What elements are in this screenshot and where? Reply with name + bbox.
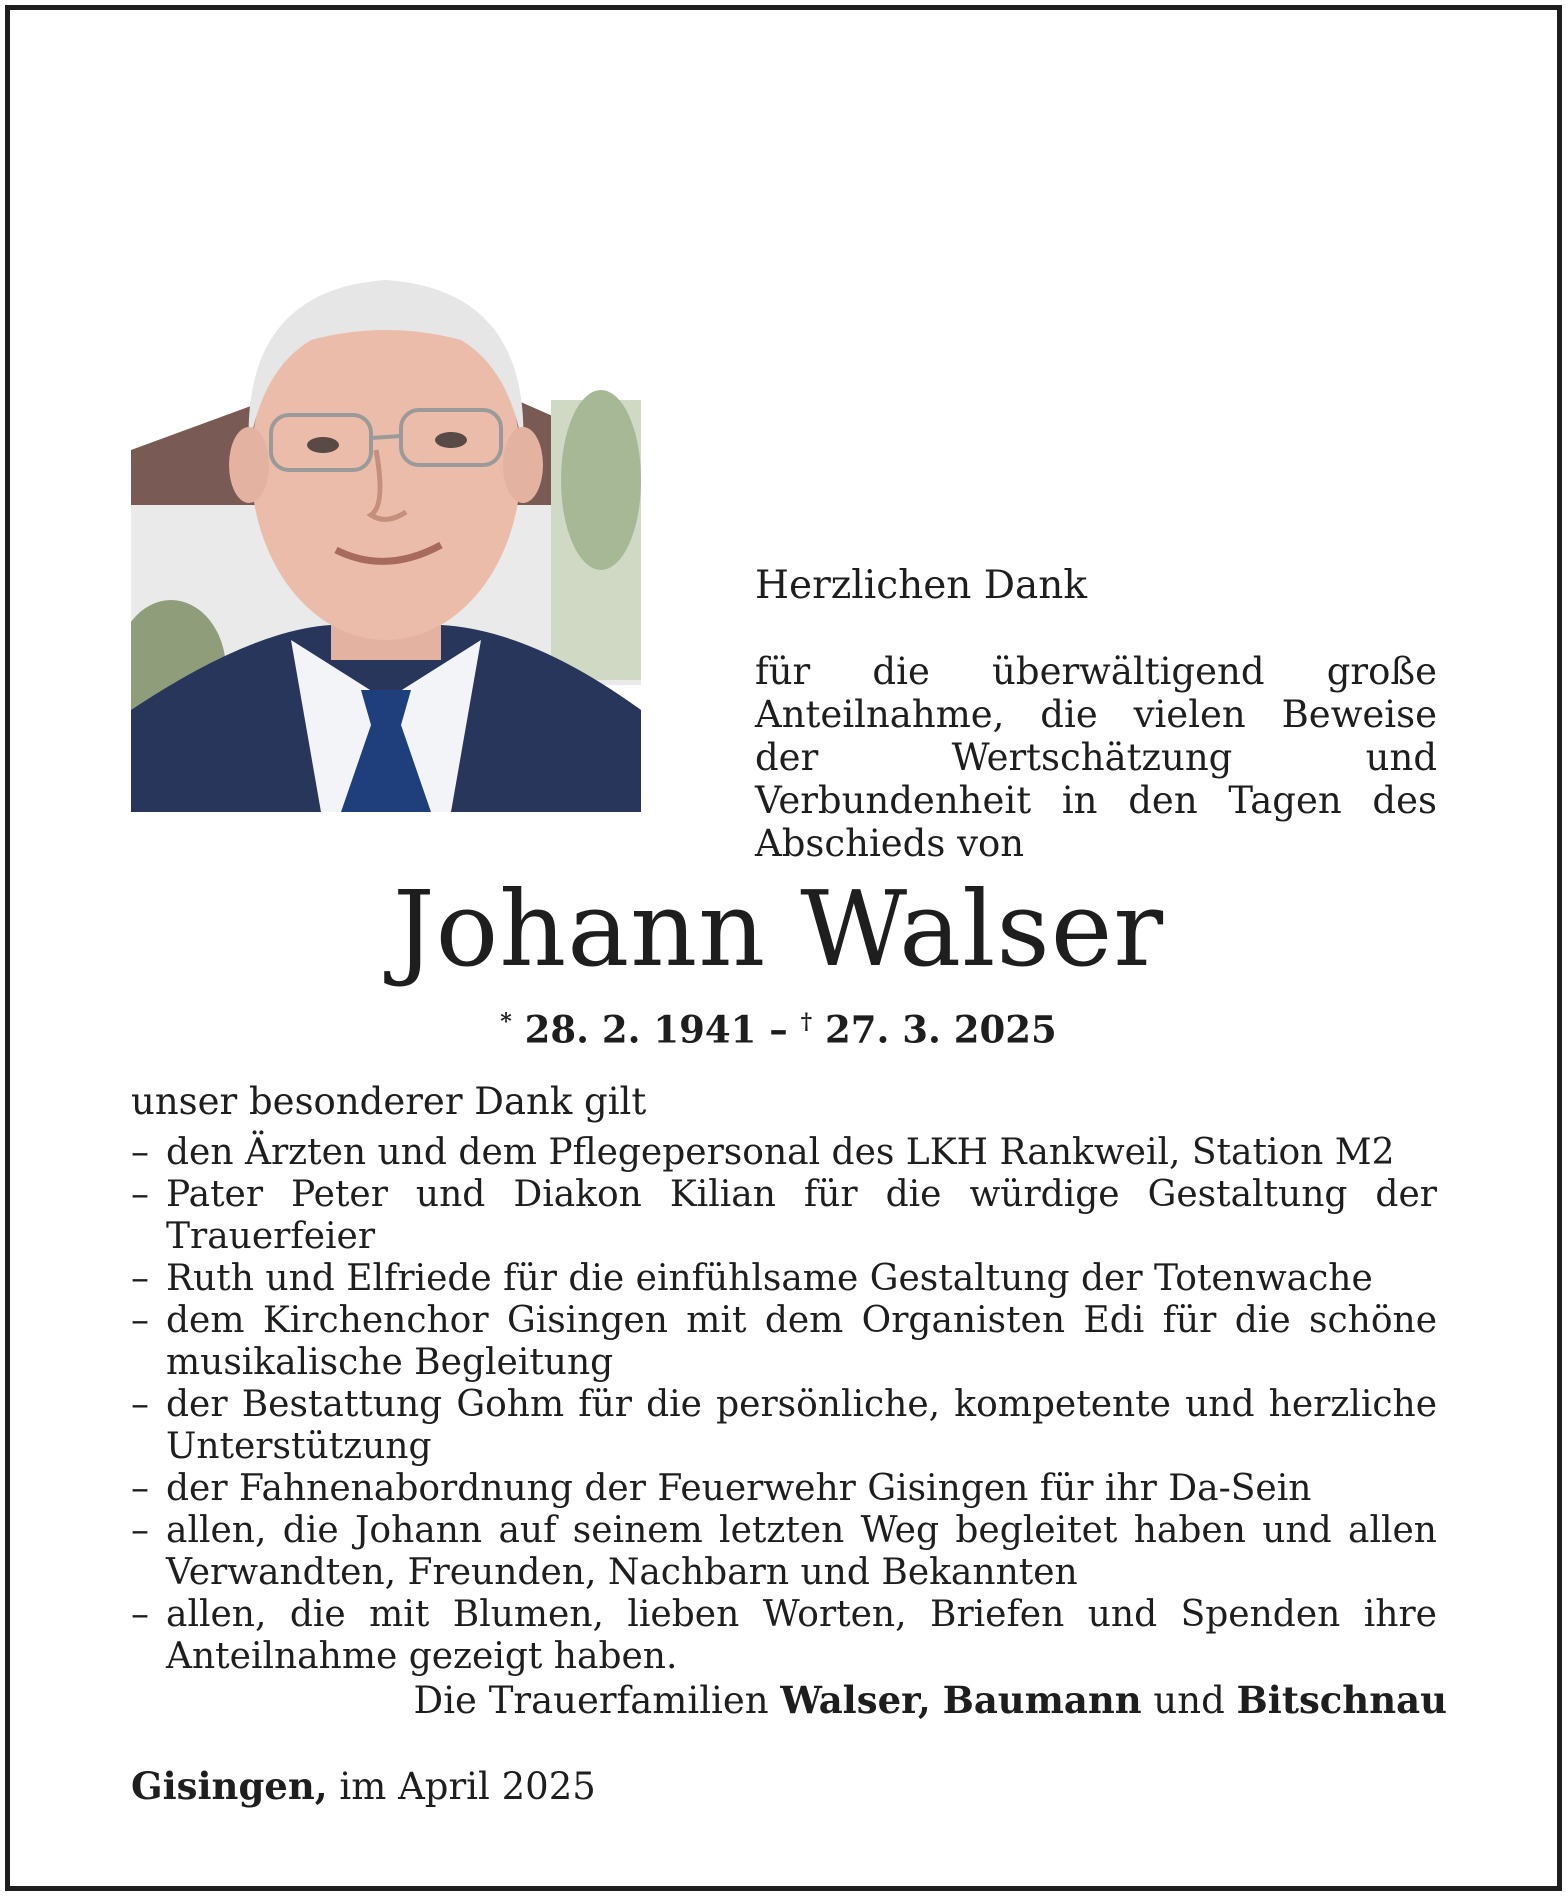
thanks-list xyxy=(131,1132,1437,1678)
intro-text: für die überwältigend große Anteilnahme, die vielen Beweise der Wertschätzung und Verbundenheit in den Tagen des Abschieds von xyxy=(755,650,1437,865)
place-name: Gisingen, xyxy=(131,1764,328,1808)
thanks-item: – der Bestattung Gohm für die persönliche, kompetente und herzliche Unterstützung xyxy=(131,1384,1437,1468)
thanks-item: – der Fahnenabordnung der Feuerwehr Gisingen für ihr Da-Sein xyxy=(131,1468,1437,1510)
life-dates xyxy=(0,1000,1557,1051)
death-symbol: † xyxy=(800,1009,813,1035)
notice-date: im April 2025 xyxy=(339,1765,596,1808)
portrait-photo xyxy=(131,250,641,812)
thanks-item: – Pater Peter und Diakon Kilian für die würdige Gestaltung der Trauerfeier xyxy=(131,1174,1437,1258)
portrait-illustration xyxy=(131,250,641,812)
deceased-name: Johann Walser xyxy=(392,868,1165,990)
family-walser: Walser, xyxy=(780,1678,931,1722)
place-date xyxy=(131,1764,596,1809)
thanks-item: – dem Kirchenchor Gisingen mit dem Organisten Edi für die schöne musikalische Begleitung xyxy=(131,1300,1437,1384)
thanks-item: – allen, die Johann auf seinem letzten Weg begleitet haben und allen Verwandten, Freunden, Nachbarn und Bekannten xyxy=(131,1510,1437,1594)
signature-conjunction: und xyxy=(1153,1679,1225,1722)
heading-thanks: Herzlichen Dank xyxy=(755,563,1088,608)
death-date: 27. 3. 2025 xyxy=(825,1007,1057,1052)
thanks-item: – Ruth und Elfriede für die einfühlsame Gestaltung der Totenwache xyxy=(131,1258,1437,1300)
family-bitschnau: Bitschnau xyxy=(1236,1678,1447,1722)
signature xyxy=(414,1678,1447,1723)
birth-symbol: * xyxy=(500,1009,512,1035)
family-baumann: Baumann xyxy=(942,1678,1142,1722)
signature-prefix: Die Trauerfamilien xyxy=(413,1679,769,1722)
thanks-item: – den Ärzten und dem Pflegepersonal des LKH Rankweil, Station M2 xyxy=(131,1132,1437,1174)
thanks-item: – allen, die mit Blumen, lieben Worten, Briefen und Spenden ihre Anteilnahme gezeigt haben. xyxy=(131,1594,1437,1678)
date-separator: – xyxy=(769,1007,788,1052)
thanks-lead: unser besonderer Dank gilt xyxy=(131,1080,647,1123)
birth-date: 28. 2. 1941 xyxy=(524,1007,757,1052)
